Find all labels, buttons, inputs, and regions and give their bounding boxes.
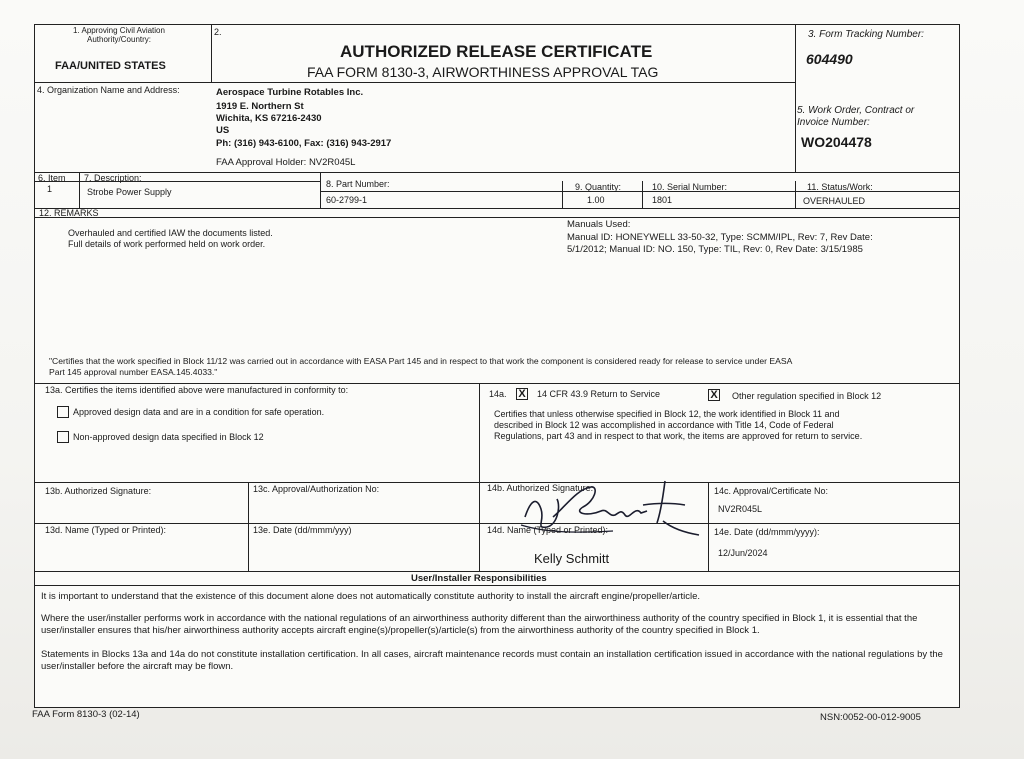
approval-certificate-number: NV2R045L [718, 504, 763, 514]
manuals-line-1: Manual ID: HONEYWELL 33-50-32, Type: SCMM/IPL, Rev: 7, Rev Date: [567, 232, 873, 243]
responsibilities-paragraph-3: Statements in Blocks 13a and 14a do not constitute installation certification. In all cases, aircraft maintenance records must contain an installation certification issued in accordance with the national regulations by the user/installer before the aircraft may be flown. [41, 649, 943, 672]
responsibilities-title: User/Installer Responsibilities [411, 573, 547, 584]
non-approved-design-checkbox[interactable] [57, 431, 69, 443]
item-number: 1 [47, 184, 53, 194]
org-country: US [216, 125, 230, 136]
block14e-label: 14e. Date (dd/mmm/yyyy): [714, 527, 820, 537]
serial-number: 1801 [652, 195, 673, 205]
form-tracking-number: 604490 [806, 51, 853, 67]
block14c-label: 14c. Approval/Certificate No: [714, 486, 829, 496]
block1-label: 1. Approving Civil Aviation Authority/Country: [73, 26, 165, 44]
block8-label: 8. Part Number: [326, 179, 390, 189]
block14a-text-line-1: Certifies that unless otherwise specified in Block 12, the work identified in Block 11 and [494, 409, 840, 419]
item-description: Strobe Power Supply [87, 187, 172, 197]
return-to-service-checkbox[interactable]: X [516, 388, 528, 400]
block1-country: FAA/UNITED STATES [55, 60, 166, 72]
block6-label: 6. Item [38, 173, 66, 183]
nsn-number: NSN:0052-00-012-9005 [820, 712, 921, 723]
approved-design-option: Approved design data and are in a condition for safe operation. [73, 407, 325, 417]
easa-statement-line-1: "Certifies that the work specified in Block 11/12 was carried out in accordance with EASA Part 145 and in respect to that work the component is considered ready for release to service under EASA [49, 356, 793, 366]
signature-date: 12/Jun/2024 [718, 548, 768, 558]
org-name: Aerospace Turbine Rotables Inc. [216, 87, 364, 98]
block3-label: 3. Form Tracking Number: [808, 29, 924, 40]
block13d-label: 13d. Name (Typed or Printed): [45, 525, 167, 535]
block13c-label: 13c. Approval/Authorization No: [253, 484, 380, 494]
responsibilities-paragraph-2: Where the user/installer performs work in accordance with the national regulations of an airworthiness authority different than the airworthiness authority of the country specified in Block 1, it is essential that the user/installer ensures that his/her airworthiness authority accepts aircraft engine(s)/propeller(s)/article(s) from the airworthiness authority of the country specified in Block 1. [41, 613, 918, 636]
org-city: Wichita, KS 67216-2430 [216, 113, 322, 124]
return-to-service-option: 14 CFR 43.9 Return to Service [537, 389, 661, 399]
form-edition: FAA Form 8130-3 (02-14) [32, 709, 140, 720]
block4-label: 4. Organization Name and Address: [37, 85, 180, 95]
form-subtitle: FAA FORM 8130-3, AIRWORTHINESS APPROVAL TAG [307, 64, 659, 80]
part-number: 60-2799-1 [326, 195, 368, 205]
org-phone: Ph: (316) 943-6100, Fax: (316) 943-2917 [216, 138, 392, 149]
approved-design-checkbox[interactable] [57, 406, 69, 418]
block13e-label: 13e. Date (dd/mmm/yyy) [253, 525, 352, 535]
easa-statement-line-2: Part 145 approval number EASA.145.4033." [49, 367, 218, 377]
org-approval-holder: FAA Approval Holder: NV2R045L [216, 157, 356, 168]
status-work: OVERHAULED [803, 196, 866, 206]
block7-label: 7. Description: [84, 173, 142, 183]
release-certificate-form [34, 24, 960, 708]
quantity: 1.00 [587, 195, 605, 205]
form-title: AUTHORIZED RELEASE CERTIFICATE [340, 42, 653, 61]
block13a-label: 13a. Certifies the items identified above were manufactured in conformity to: [45, 385, 349, 395]
other-regulation-option: Other regulation specified in Block 12 [732, 391, 882, 401]
block11-label: 11. Status/Work: [807, 182, 873, 192]
block14d-label: 14d. Name (Typed or Printed): [487, 525, 609, 535]
block13b-label: 13b. Authorized Signature: [45, 486, 152, 496]
block9-label: 9. Quantity: [575, 182, 622, 192]
manuals-label: Manuals Used: [567, 219, 631, 230]
block12-label: 12. REMARKS [39, 208, 99, 218]
block14a-text-line-2: described in Block 12 was accomplished in accordance with Title 14, Code of Federal [494, 420, 834, 430]
block14a-label: 14a. [489, 389, 507, 399]
block5-label: 5. Work Order, Contract or Invoice Number: [797, 105, 915, 128]
remarks-line-2: Full details of work performed held on work order. [68, 239, 266, 249]
block14a-text-line-3: Regulations, part 43 and in respect to that work, the items are approved for return to service. [494, 431, 863, 441]
remarks-line-1: Overhauled and certified IAW the documents listed. [68, 228, 273, 238]
authorized-name: Kelly Schmitt [534, 551, 610, 566]
work-order-number: WO204478 [801, 134, 872, 150]
non-approved-design-option: Non-approved design data specified in Block 12 [73, 432, 264, 442]
org-street: 1919 E. Northern St [216, 101, 304, 112]
other-regulation-checkbox[interactable]: X [708, 389, 720, 401]
manuals-line-2: 5/1/2012; Manual ID: NO. 150, Type: TIL, Rev: 0, Rev Date: 3/15/1985 [567, 244, 863, 255]
block14b-label: 14b. Authorized Signature: [487, 483, 594, 493]
block10-label: 10. Serial Number: [652, 182, 728, 192]
block2-label: 2. [214, 27, 222, 37]
responsibilities-paragraph-1: It is important to understand that the existence of this document alone does not automatically constitute authority to install the aircraft engine/propeller/article. [41, 591, 701, 602]
